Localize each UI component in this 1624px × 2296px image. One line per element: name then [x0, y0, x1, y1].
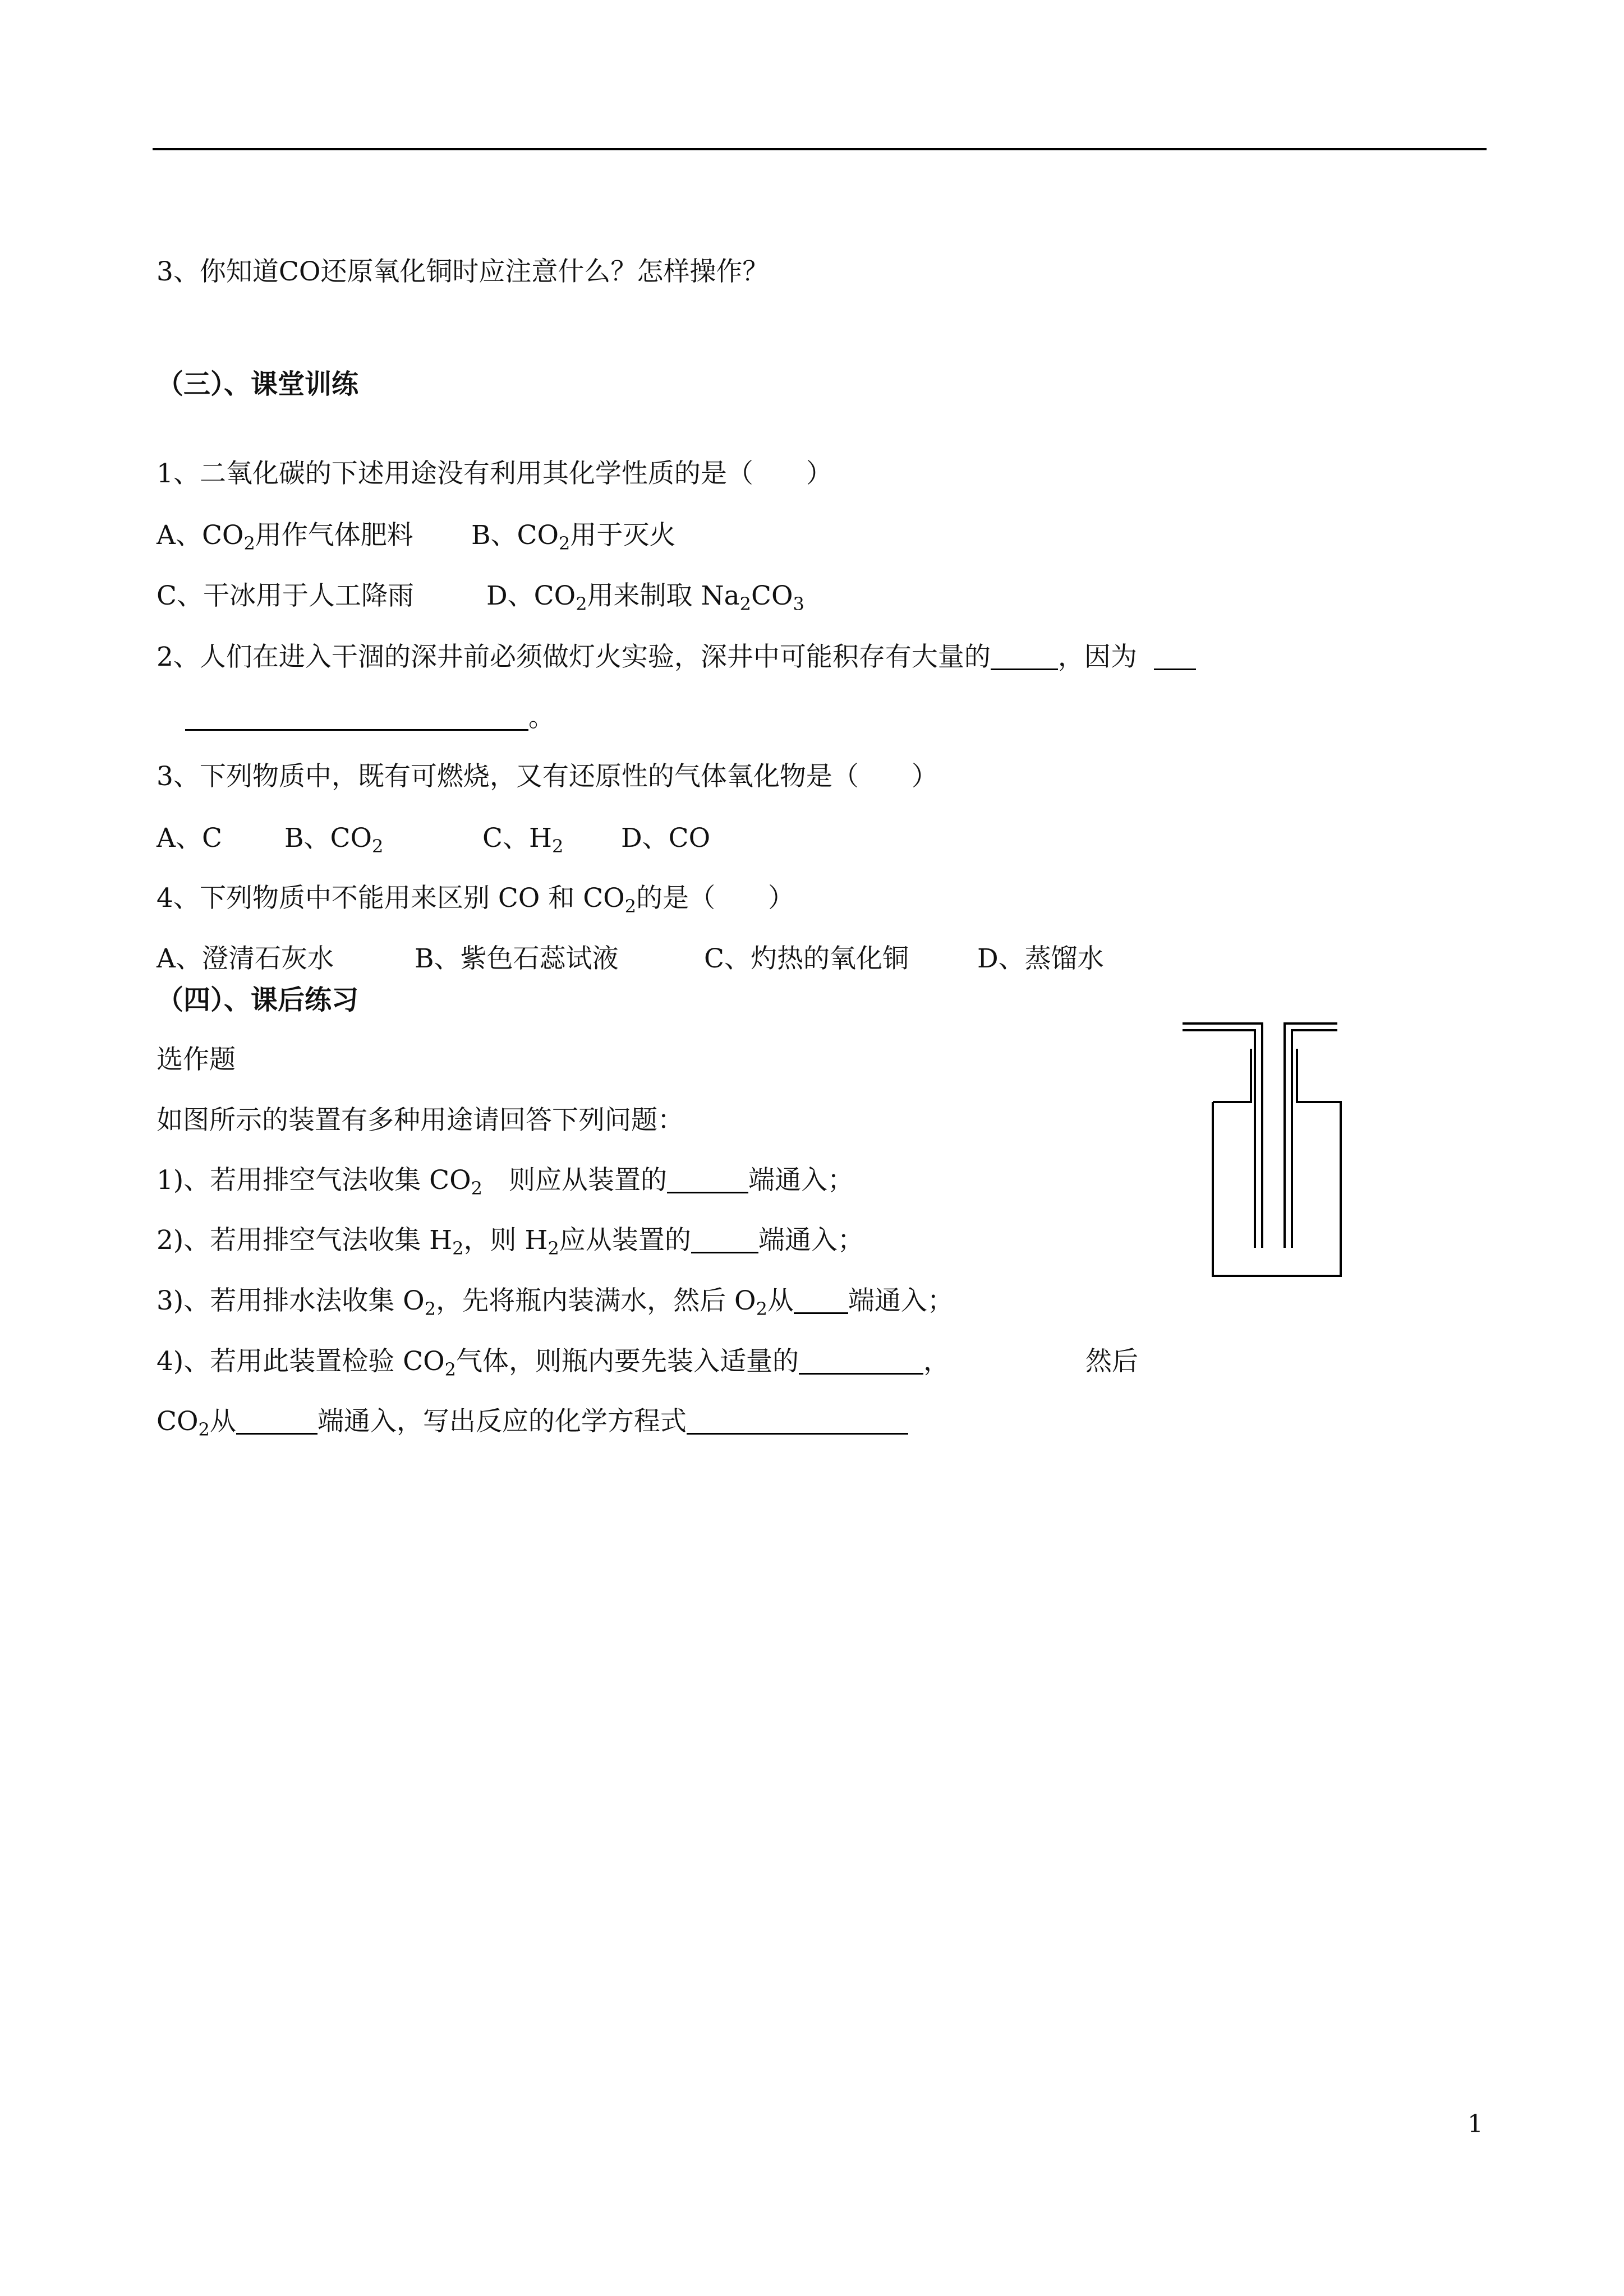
s4-subheading: 选作题 [157, 1044, 236, 1075]
s3-q3-stem: 3、下列物质中，既有可燃烧，又有还原性的气体氧化物是（ ） [157, 761, 938, 792]
s3-q2-blank-1[interactable] [991, 646, 1058, 670]
s4-part3: 3)、若用排水法收集 $O_2$，先将瓶内装满水，然后 $O_2$从 端通入； [157, 1285, 954, 1320]
s3-q2-blank-3[interactable] [185, 707, 528, 731]
s3-q1-stem: 1、二氧化碳的下述用途没有利用其化学性质的是（ ） [157, 458, 832, 489]
s3-q3-option-b: B、$CO_2$ [284, 823, 384, 857]
s3-q3-option-c: C、$H_2$ [482, 823, 564, 857]
s3-q4-option-d: D、蒸馏水 [977, 943, 1104, 974]
s4-part1: 1)、若用排空气法收集 $CO_2$ 则应从装置的 端通入； [157, 1165, 854, 1199]
s3-q3-option-a: A、C [157, 823, 222, 854]
s3-q2-blank-2[interactable] [1154, 646, 1196, 670]
s3-q4-option-a: A、澄清石灰水 [157, 943, 334, 974]
s4-part1-blank[interactable] [667, 1169, 748, 1193]
s3-q1-option-c: C、干冰用于人工降雨 [157, 580, 414, 611]
s4-part4-blank[interactable] [799, 1350, 923, 1375]
gas-bottle-apparatus-figure [1178, 1018, 1358, 1287]
s3-q2-line2: 。 [185, 701, 555, 735]
s4-part5-blank-2[interactable] [687, 1410, 908, 1435]
s3-q1-options-cd [157, 579, 1447, 613]
section3-heading: （三）、课堂训练 [157, 368, 359, 400]
q3-prelude: 3、你知道CO还原氧化铜时应注意什么？怎样操作？ [157, 256, 769, 287]
bottle-neck-right [1297, 1049, 1336, 1102]
page-number: 1 [1467, 2110, 1483, 2138]
s4-part4-then: 然后 [1085, 1346, 1138, 1377]
s3-q3-options [157, 822, 1447, 855]
s3-q4-options [157, 942, 1447, 976]
s4-part2-blank[interactable] [691, 1229, 758, 1253]
s3-q3-option-d: D、CO [621, 823, 711, 854]
s3-q1-option-b: B、$CO_2$用于灭火 [471, 520, 676, 554]
s4-part3-blank[interactable] [794, 1290, 848, 1314]
section4-heading: （四）、课后练习 [157, 984, 359, 1016]
short-tube-inner [1292, 1030, 1337, 1248]
bottle-neck-left [1213, 1049, 1251, 1102]
s4-part5-blank-1[interactable] [236, 1410, 318, 1435]
s3-q1-options-ab [157, 519, 1447, 552]
s4-part4: 4)、若用此装置检验 $CO_2$气体，则瓶内要先装入适量的 ， [157, 1346, 950, 1380]
long-tube-inner [1183, 1030, 1255, 1248]
s3-q2-line1: 2、人们在进入干涸的深井前必须做灯火实验，深井中可能积存有大量的 ，因为 [157, 640, 1196, 674]
bottle-outline [1213, 1102, 1341, 1276]
s4-part2: 2)、若用排空气法收集 $H_2$，则 $H_2$应从装置的 端通入； [157, 1225, 864, 1259]
header-rule [153, 148, 1487, 150]
s3-q4-stem: 4、下列物质中不能用来区别 CO 和 $CO_2$的是（ ） [157, 883, 795, 917]
s4-intro: 如图所示的装置有多种用途请回答下列问题： [157, 1105, 684, 1136]
s3-q4-option-b: B、紫色石蕊试液 [415, 943, 619, 974]
s3-q1-option-d: D、$CO_2$用来制取 $Na_2CO_3$ [486, 580, 804, 615]
s4-part5: $CO_2$从 端通入，写出反应的化学方程式 [157, 1405, 908, 1439]
s3-q1-option-a: A、$CO_2$用作气体肥料 [157, 520, 413, 554]
s3-q4-option-c: C、灼热的氧化铜 [704, 943, 909, 974]
